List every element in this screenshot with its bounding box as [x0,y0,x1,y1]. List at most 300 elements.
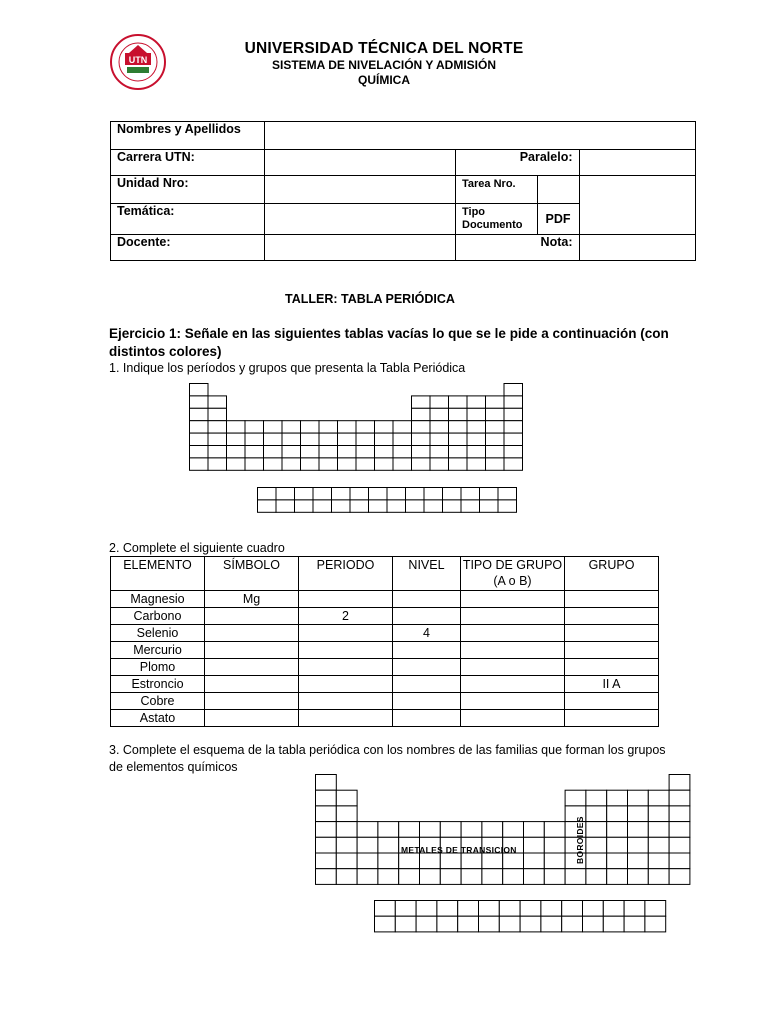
grid-cell[interactable] [586,822,607,838]
grid-cell[interactable] [208,396,227,408]
grid-cell[interactable] [227,433,246,445]
grid-cell[interactable] [395,916,416,932]
grid-cell[interactable] [648,806,669,822]
table-cell[interactable] [461,608,565,625]
grid-cell[interactable] [319,433,338,445]
grid-cell[interactable] [245,458,264,470]
grid-cell[interactable] [375,421,394,433]
grid-cell[interactable] [316,853,337,869]
grid-cell[interactable] [440,869,461,885]
table-cell[interactable] [565,642,659,659]
teacher-field[interactable] [265,235,456,261]
grid-cell[interactable] [586,853,607,869]
career-label: Carrera UTN: [111,150,265,176]
grid-cell[interactable] [190,408,209,420]
unit-field[interactable] [265,176,456,204]
grid-cell[interactable] [480,500,499,512]
grid-cell[interactable] [504,384,523,396]
table-cell[interactable] [299,693,393,710]
grid-cell[interactable] [648,790,669,806]
grid-cell[interactable] [603,916,624,932]
grid-cell[interactable] [245,433,264,445]
grid-cell[interactable] [393,446,412,458]
grid-cell[interactable] [583,916,604,932]
grid-cell[interactable] [375,433,394,445]
table-cell[interactable] [205,625,299,642]
grid-cell[interactable] [480,488,499,500]
unit-label: Unidad Nro: [111,176,265,204]
table-cell[interactable] [205,642,299,659]
grid-cell[interactable] [336,790,357,806]
table-cell[interactable] [461,693,565,710]
grid-cell[interactable] [378,869,399,885]
table-cell[interactable] [299,676,393,693]
table-cell[interactable] [205,659,299,676]
grid-cell[interactable] [295,500,314,512]
grid-cell[interactable] [624,901,645,917]
grid-cell[interactable] [208,446,227,458]
career-field[interactable] [265,150,456,176]
grid-cell[interactable] [258,500,277,512]
grid-cell[interactable] [628,806,649,822]
grid-cell[interactable] [669,869,690,885]
table-cell[interactable] [393,676,461,693]
grid-cell[interactable] [301,458,320,470]
grid-cell[interactable] [524,869,545,885]
table-cell[interactable] [565,710,659,727]
grid-cell[interactable] [479,916,500,932]
grid-cell[interactable] [541,901,562,917]
system-subtitle: SISTEMA DE NIVELACIÓN Y ADMISIÓN [271,58,497,72]
grid-cell[interactable] [316,822,337,838]
table-cell[interactable]: 4 [393,625,461,642]
grid-cell[interactable] [586,869,607,885]
grid-cell[interactable] [264,421,283,433]
table-cell[interactable] [461,625,565,642]
grid-cell[interactable] [332,500,351,512]
grid-cell[interactable] [669,790,690,806]
grid-cell[interactable] [467,421,486,433]
grid-cell[interactable] [648,822,669,838]
grid-cell[interactable] [524,822,545,838]
grid-cell[interactable] [369,500,388,512]
element-name: Plomo [111,659,205,676]
table-cell[interactable] [205,608,299,625]
grid-cell[interactable] [395,901,416,917]
grid-cell[interactable] [449,446,468,458]
grid-cell[interactable] [375,901,396,917]
grid-cell[interactable] [607,806,628,822]
exercise-1-title: Ejercicio 1: Señale en las siguientes tablas vacías lo que se le pide a continuación (con distintos colores) [109,326,669,359]
grid-cell[interactable] [227,446,246,458]
grid-cell[interactable] [586,806,607,822]
grid-cell[interactable] [245,421,264,433]
grid-cell[interactable] [562,901,583,917]
table-cell[interactable] [299,642,393,659]
grid-cell[interactable] [607,869,628,885]
grid-cell[interactable] [375,446,394,458]
grid-cell[interactable] [461,853,482,869]
grid-cell[interactable] [227,458,246,470]
grid-cell[interactable] [264,433,283,445]
grade-field[interactable] [579,235,695,261]
grid-cell[interactable] [301,421,320,433]
task-field[interactable] [537,176,579,204]
grid-cell[interactable] [430,421,449,433]
element-name: Magnesio [111,591,205,608]
grid-cell[interactable] [461,822,482,838]
grid-cell[interactable] [316,775,337,791]
grid-cell[interactable] [336,837,357,853]
grid-cell[interactable] [504,433,523,445]
grid-cell[interactable] [443,488,462,500]
grid-cell[interactable] [524,853,545,869]
grid-cell[interactable] [282,421,301,433]
grid-cell[interactable] [227,421,246,433]
grid-cell[interactable] [449,408,468,420]
table-cell[interactable] [205,676,299,693]
parallel-field[interactable] [579,150,695,176]
table-cell[interactable] [461,642,565,659]
grid-cell[interactable] [420,869,441,885]
grid-cell[interactable] [467,458,486,470]
grid-cell[interactable] [458,901,479,917]
grid-cell[interactable] [486,458,505,470]
grid-cell[interactable] [295,488,314,500]
grid-cell[interactable] [449,396,468,408]
grid-cell[interactable] [486,433,505,445]
grid-cell[interactable] [669,775,690,791]
grid-cell[interactable] [282,433,301,445]
grid-cell[interactable] [628,853,649,869]
grid-cell[interactable] [648,837,669,853]
grid-cell[interactable] [350,500,369,512]
names-label: Nombres y Apellidos [111,122,265,150]
workshop-title: TALLER: TABLA PERIÓDICA [285,292,455,306]
grid-cell[interactable] [412,408,431,420]
grid-cell[interactable] [607,790,628,806]
grid-cell[interactable] [544,869,565,885]
table-cell[interactable] [205,710,299,727]
grid-cell[interactable] [357,837,378,853]
table-cell[interactable] [299,591,393,608]
grid-cell[interactable] [378,837,399,853]
table-cell[interactable]: II A [565,676,659,693]
grid-cell[interactable] [504,458,523,470]
grid-cell[interactable] [461,488,480,500]
grid-cell[interactable] [486,446,505,458]
grid-cell[interactable] [264,446,283,458]
grid-cell[interactable] [208,421,227,433]
grid-cell[interactable] [467,408,486,420]
grid-cell[interactable] [399,853,420,869]
grid-cell[interactable] [669,806,690,822]
grid-cell[interactable] [406,488,425,500]
grid-cell[interactable] [486,396,505,408]
names-field[interactable] [265,122,696,150]
grid-cell[interactable] [316,806,337,822]
grid-cell[interactable] [461,500,480,512]
grid-cell[interactable] [479,901,500,917]
table-cell[interactable] [393,642,461,659]
grid-cell[interactable] [313,500,332,512]
grid-cell[interactable] [499,916,520,932]
grid-cell[interactable] [316,869,337,885]
grid-cell[interactable] [669,837,690,853]
topic-label: Temática: [111,204,265,235]
col-header: PERIODO [299,557,393,591]
table-cell[interactable] [461,676,565,693]
grid-cell[interactable] [437,916,458,932]
grid-cell[interactable] [406,500,425,512]
grid-cell[interactable] [393,421,412,433]
grid-cell[interactable] [607,822,628,838]
grid-cell[interactable] [357,853,378,869]
table-cell[interactable] [461,591,565,608]
grid-cell[interactable] [562,916,583,932]
grade-label: Nota: [456,235,580,261]
grid-cell[interactable] [430,458,449,470]
grid-cell[interactable] [190,396,209,408]
grid-cell[interactable] [458,916,479,932]
grid-cell[interactable] [586,837,607,853]
grid-cell[interactable] [245,446,264,458]
grid-cell[interactable] [449,458,468,470]
grid-cell[interactable] [387,500,406,512]
grid-cell[interactable] [399,869,420,885]
table-row [111,591,659,608]
grid-cell[interactable] [356,433,375,445]
grid-cell[interactable] [357,822,378,838]
col-header: NIVEL [393,557,461,591]
grid-cell[interactable] [190,446,209,458]
grid-cell[interactable] [520,901,541,917]
topic-field[interactable] [265,204,456,235]
grid-cell[interactable] [276,488,295,500]
grid-cell[interactable] [412,396,431,408]
grid-cell[interactable] [338,446,357,458]
col-header: GRUPO [565,557,659,591]
grid-cell[interactable] [190,458,209,470]
grid-cell[interactable] [336,806,357,822]
grid-cell[interactable] [316,790,337,806]
grid-cell[interactable] [440,853,461,869]
blank-field[interactable] [579,176,695,235]
table-cell[interactable] [565,693,659,710]
grid-cell[interactable] [420,822,441,838]
grid-cell[interactable] [208,433,227,445]
grid-cell[interactable] [504,396,523,408]
grid-cell[interactable] [399,822,420,838]
table-cell[interactable] [565,625,659,642]
grid-cell[interactable] [412,433,431,445]
grid-cell[interactable] [319,421,338,433]
grid-cell[interactable] [301,433,320,445]
grid-cell[interactable] [393,458,412,470]
grid-cell[interactable] [282,446,301,458]
grid-cell[interactable] [336,822,357,838]
grid-cell[interactable] [628,837,649,853]
table-cell[interactable]: Mg [205,591,299,608]
table-cell[interactable] [461,659,565,676]
grid-cell[interactable] [669,853,690,869]
grid-cell[interactable] [607,837,628,853]
grid-cell[interactable] [503,853,524,869]
parallel-label: Paralelo: [456,150,580,176]
grid-cell[interactable] [258,488,277,500]
grid-cell[interactable] [499,901,520,917]
grid-cell[interactable] [350,488,369,500]
table-cell[interactable]: 2 [299,608,393,625]
grid-cell[interactable] [208,458,227,470]
grid-cell[interactable] [440,822,461,838]
grid-cell[interactable] [282,458,301,470]
grid-cell[interactable] [301,446,320,458]
grid-cell[interactable] [624,916,645,932]
table-cell[interactable] [393,693,461,710]
table-cell[interactable] [393,710,461,727]
grid-cell[interactable] [369,488,388,500]
grid-cell[interactable] [378,822,399,838]
grid-cell[interactable] [586,790,607,806]
grid-cell[interactable] [449,433,468,445]
grid-cell[interactable] [264,458,283,470]
grid-cell[interactable] [443,500,462,512]
grid-cell[interactable] [319,458,338,470]
table-row [111,710,659,727]
grid-cell[interactable] [603,901,624,917]
grid-cell[interactable] [424,488,443,500]
task-label: Tarea Nro. [456,176,538,204]
grid-cell[interactable] [486,421,505,433]
grid-cell[interactable] [190,433,209,445]
table-row [111,693,659,710]
grid-cell[interactable] [338,421,357,433]
table-cell[interactable] [393,659,461,676]
grid-cell[interactable] [565,790,586,806]
grid-cell[interactable] [430,433,449,445]
grid-cell[interactable] [190,384,209,396]
grid-cell[interactable] [648,869,669,885]
grid-cell[interactable] [437,901,458,917]
grid-cell[interactable] [669,822,690,838]
grid-cell[interactable] [498,488,517,500]
grid-cell[interactable] [332,488,351,500]
grid-cell[interactable] [338,458,357,470]
grid-cell[interactable] [461,869,482,885]
question-2: 2. Complete el siguiente cuadro [109,541,285,555]
grid-cell[interactable] [520,916,541,932]
grid-cell[interactable] [416,901,437,917]
grid-cell[interactable] [648,853,669,869]
grid-cell[interactable] [416,916,437,932]
grid-cell[interactable] [336,853,357,869]
grid-cell[interactable] [498,500,517,512]
grid-cell[interactable] [628,790,649,806]
grid-cell[interactable] [486,408,505,420]
grid-cell[interactable] [356,458,375,470]
grid-cell[interactable] [412,421,431,433]
table-cell[interactable] [299,659,393,676]
grid-cell[interactable] [375,458,394,470]
grid-cell[interactable] [482,822,503,838]
grid-cell[interactable] [356,446,375,458]
grid-cell[interactable] [565,869,586,885]
grid-cell[interactable] [544,837,565,853]
grid-cell[interactable] [544,822,565,838]
grid-cell[interactable] [316,837,337,853]
grid-cell[interactable] [541,916,562,932]
table-cell[interactable] [565,591,659,608]
grid-cell[interactable] [504,408,523,420]
grid-cell[interactable] [430,408,449,420]
grid-cell[interactable] [628,822,649,838]
grid-cell[interactable] [467,446,486,458]
grid-cell[interactable] [504,446,523,458]
grid-cell[interactable] [375,916,396,932]
periodic-table-grid-1[interactable] [189,383,525,518]
grid-cell[interactable] [338,433,357,445]
table-cell[interactable] [299,710,393,727]
grid-cell[interactable] [449,421,468,433]
table-cell[interactable] [565,659,659,676]
grid-cell[interactable] [387,488,406,500]
table-cell[interactable] [461,710,565,727]
grid-cell[interactable] [313,488,332,500]
grid-cell[interactable] [467,433,486,445]
periodic-table-grid-2[interactable] [315,774,695,934]
grid-cell[interactable] [208,408,227,420]
grid-cell[interactable] [607,853,628,869]
table-cell[interactable] [299,625,393,642]
grid-cell[interactable] [482,869,503,885]
table-cell[interactable] [205,693,299,710]
grid-cell[interactable] [583,901,604,917]
grid-cell[interactable] [430,446,449,458]
grid-cell[interactable] [412,458,431,470]
element-table [110,556,659,727]
grid-cell[interactable] [420,853,441,869]
grid-cell[interactable] [504,421,523,433]
grid-cell[interactable] [628,869,649,885]
grid-cell[interactable] [430,396,449,408]
grid-cell[interactable] [467,396,486,408]
grid-cell[interactable] [190,421,209,433]
grid-cell[interactable] [319,446,338,458]
table-cell[interactable] [393,591,461,608]
element-name: Mercurio [111,642,205,659]
grid-cell[interactable] [412,446,431,458]
grid-cell[interactable] [357,869,378,885]
grid-cell[interactable] [482,853,503,869]
grid-cell[interactable] [336,869,357,885]
grid-cell[interactable] [356,421,375,433]
grid-cell[interactable] [424,500,443,512]
grid-cell[interactable] [645,916,666,932]
teacher-label: Docente: [111,235,265,261]
table-cell[interactable] [393,608,461,625]
grid-cell[interactable] [544,853,565,869]
grid-cell[interactable] [378,853,399,869]
grid-cell[interactable] [503,869,524,885]
grid-cell[interactable] [524,837,545,853]
grid-cell[interactable] [503,822,524,838]
grid-cell[interactable] [645,901,666,917]
grid-cell[interactable] [276,500,295,512]
table-cell[interactable] [565,608,659,625]
grid-cell[interactable] [393,433,412,445]
question-3: 3. Complete el esquema de la tabla periódica con los nombres de las familias que forman los grupos de elementos químicos [109,743,666,774]
